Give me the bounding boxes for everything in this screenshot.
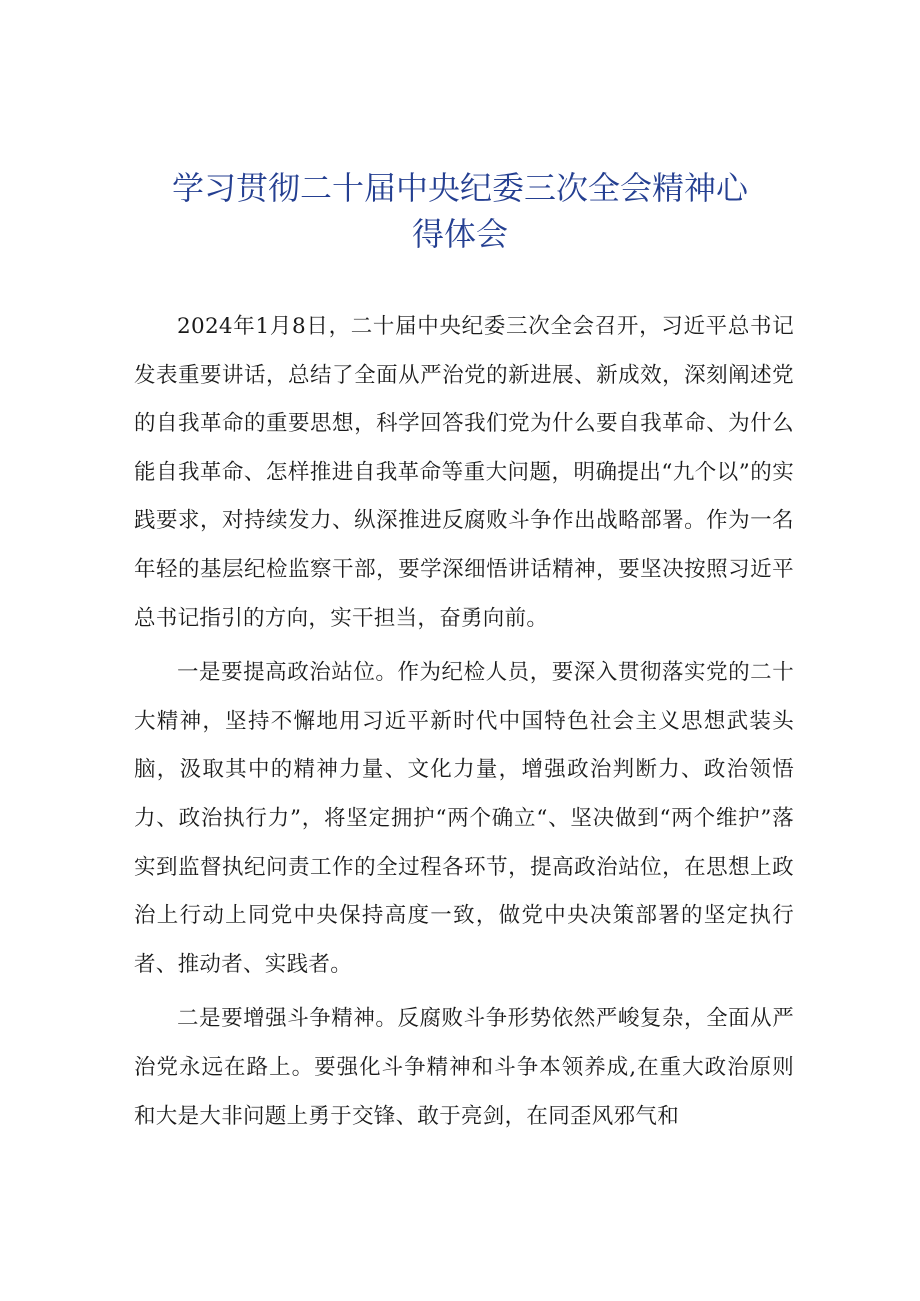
title-line-2: 得体会 [411,215,508,253]
title-line-1: 学习贯彻二十届中央纪委三次全会精神心 [171,169,748,207]
paragraph-fighting-spirit: 二是要增强斗争精神。反腐败斗争形势依然严峻复杂，全面从严治党永远在路上。要强化斗争精神和斗争本领养成,在重大政治原则和大是大非问题上勇于交锋、敢于亮剑，在同歪风邪气和 [134,1006,794,1129]
document-body [134,303,794,1147]
paragraph-intro: 2024年1月8日，二十届中央纪委三次全会召开，习近平总书记发表重要讲话，总结了全面从严治党的新进展、新成效，深刻阐述党的自我革命的重要思想，科学回答我们党为什么要自我革命、为什么能自我革命、怎样推进自我革命等重大问题，明确提出“九个以”的实践要求，对持续发力、纵深推进反腐败斗争作出战略部署。作为一名年轻的基层纪检监察干部，要学深细悟讲话精神，要坚决按照习近平总书记指引的方向，实干担当，奋勇向前。 [134,314,794,631]
document-title [100,165,820,257]
paragraph-political-stance: 一是要提高政治站位。作为纪检人员，要深入贯彻落实党的二十大精神，坚持不懈地用习近平新时代中国特色社会主义思想武装头脑，汲取其中的精神力量、文化力量，增强政治判断力、政治领悟力、政治执行力”，将坚定拥护“两个确立“、坚决做到“两个维护”落实到监督执纪问责工作的全过程各环节，提高政治站位，在思想上政治上行动上同党中央保持高度一致，做党中央决策部署的坚定执行者、推动者、实践者。 [134,660,794,977]
